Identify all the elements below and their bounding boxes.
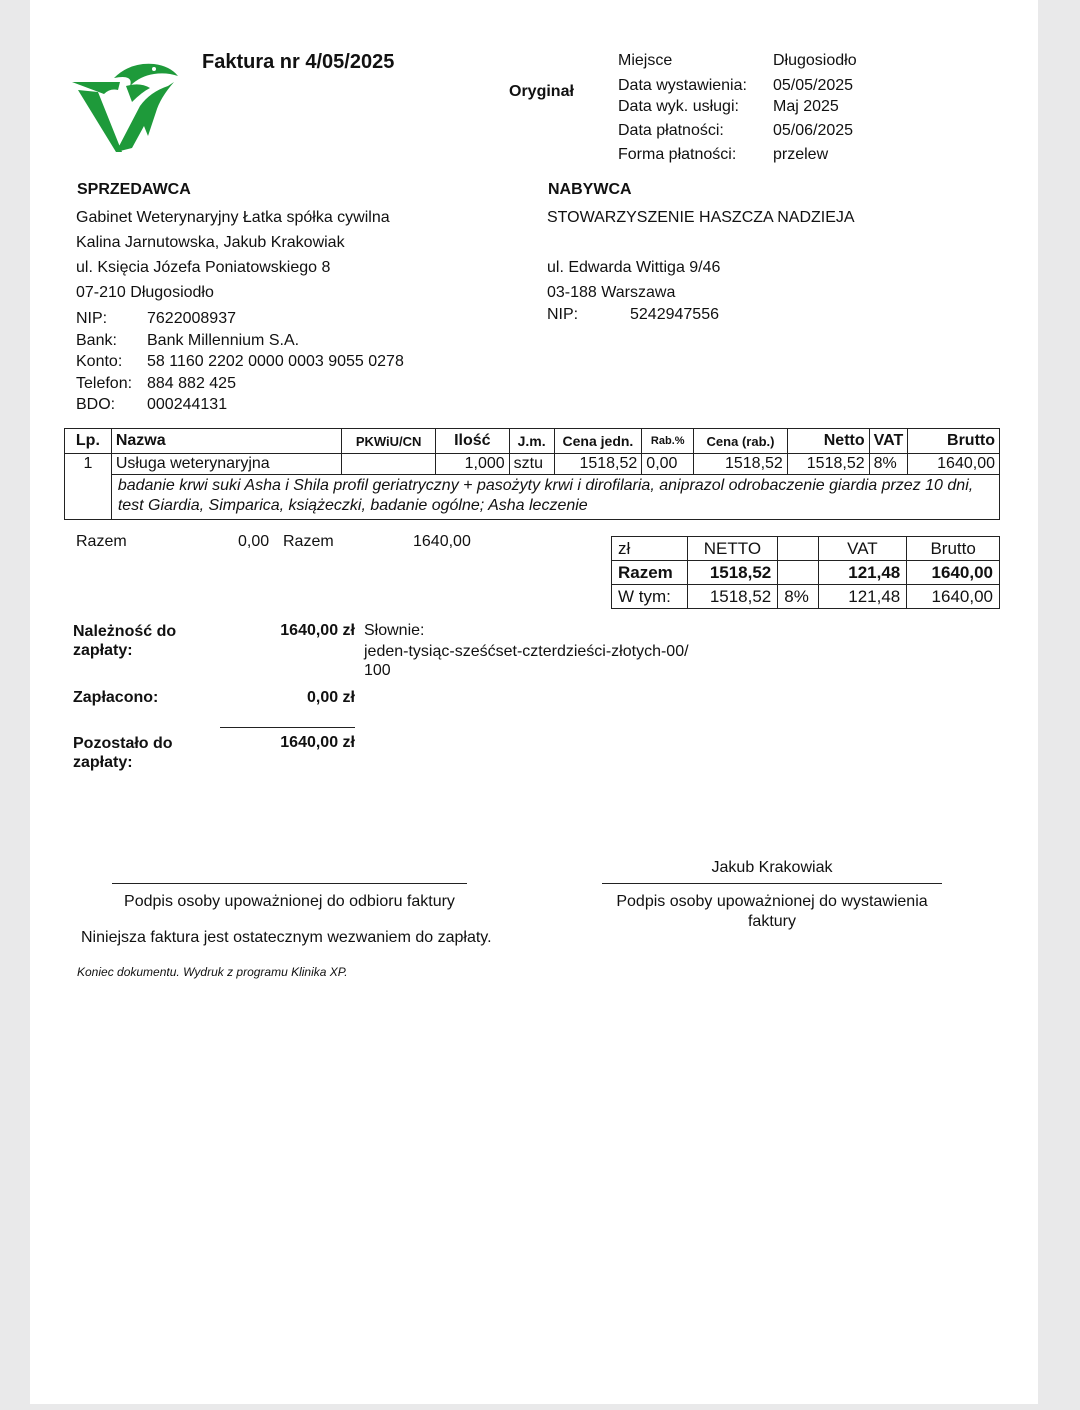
seller-account-value: 58 1160 2202 0000 0003 9055 0278 [147,353,404,370]
meta-label-service-date: Data wyk. usługi: [618,98,739,115]
summary-detail-net: 1518,52 [687,585,778,609]
signature-label-receiver: Podpis osoby upoważnionej do odbioru faktury [124,893,455,910]
meta-label-issue-date: Data wystawienia: [618,77,747,94]
logo-bird-eye [152,67,156,71]
left-total-value-2: 1640,00 [413,533,471,550]
item-net: 1518,52 [787,454,869,475]
buyer-heading: NABYWCA [548,181,632,198]
meta-value-issue-date: 05/05/2025 [773,77,854,94]
summary-detail-vat: 121,48 [818,585,907,609]
seller-street: ul. Księcia Józefa Poniatowskiego 8 [76,259,331,276]
items-table [64,428,1000,520]
summary-total-vat: 121,48 [818,561,907,585]
signature-line-receiver [112,883,467,884]
col-header-name: Nazwa [111,429,341,454]
summary-total-label: Razem [612,561,688,585]
item-pkwiu [342,454,436,475]
buyer-street: ul. Edwarda Wittiga 9/46 [547,259,721,276]
col-header-vat: VAT [869,429,908,454]
seller-phone-value: 884 882 425 [147,375,236,392]
invoice-page [30,0,1038,1404]
seller-account-label: Konto: [76,353,123,370]
buyer-nip-value: 5242947556 [630,306,719,323]
amount-words-value: jeden-tysiąc-sześćset-czterdzieści-złotych-00/100 [364,643,689,679]
seller-nip-label: NIP: [76,310,108,327]
clinic-logo [70,52,180,156]
item-discount: 0,00 [642,454,694,475]
seller-city: 07-210 Długosiodło [76,284,214,301]
seller-phone-label: Telefon: [76,375,133,392]
summary-header-row [612,537,1000,561]
item-unit: sztu [509,454,554,475]
summary-detail-row [612,585,1000,609]
logo-v-left [78,90,122,152]
buyer-nip-label: NIP: [547,306,579,323]
seller-heading: SPRZEDAWCA [77,181,191,198]
meta-value-service-date: Maj 2025 [773,98,839,115]
summary-total-gross: 1640,00 [907,561,1000,585]
summary-detail-gross: 1640,00 [907,585,1000,609]
col-header-pkwiu: PKWiU/CN [342,429,436,454]
summary-header-rate [778,537,818,561]
items-header-row [65,429,1000,454]
col-header-qty: Ilość [436,429,510,454]
logo-v-right [116,82,174,152]
seller-bank-label: Bank: [76,332,117,349]
meta-label-payment-date: Data płatności: [618,122,724,139]
col-header-unit-price: Cena jedn. [554,429,642,454]
seller-bank-value: Bank Millennium S.A. [147,332,300,349]
summary-header-vat: VAT [818,537,907,561]
summary-header-currency: zł [612,537,688,561]
buyer-name: STOWARZYSZENIE HASZCZA NADZIEJA [547,209,855,226]
item-description: badanie krwi suki Asha i Shila profil geriatryczny + pasożyty krwi i dirofilaria, aniprazol odrobaczenie giardia przez 10 dni, test Giardia, Simparica, książeczki, badanie ogólne; Asha leczenie [111,475,999,520]
meta-label-payment-form: Forma płatności: [618,146,737,163]
seller-nip-value: 7622008937 [147,310,236,327]
table-row [65,454,1000,475]
buyer-city: 03-188 Warszawa [547,284,676,301]
col-header-discounted-price: Cena (rab.) [694,429,788,454]
end-note: Koniec dokumentu. Wydruk z programu Klinika XP. [77,965,348,979]
item-lp: 1 [65,454,112,520]
copy-label: Oryginał [509,83,574,100]
amount-words-label: Słownie: [364,622,425,639]
paid-value: 0,00 zł [306,689,355,706]
summary-total-net: 1518,52 [687,561,778,585]
meta-value-payment-form: przelew [773,146,829,163]
left-total-label-2: Razem [283,533,334,550]
summary-total-rate [778,561,818,585]
item-vat: 8% [869,454,908,475]
item-name: Usługa weterynaryjna [111,454,341,475]
meta-value-place: Długosiodło [773,52,857,69]
seller-bdo-label: BDO: [76,396,116,413]
signature-name-issuer: Jakub Krakowiak [711,859,833,876]
table-row-description [65,475,1000,520]
remaining-label: Pozostało do zapłaty: [73,735,173,771]
summary-detail-rate: 8% [778,585,818,609]
col-header-unit: J.m. [509,429,554,454]
col-header-gross: Brutto [908,429,1000,454]
seller-bdo-value: 000244131 [147,396,228,413]
seller-name: Gabinet Weterynaryjny Łatka spółka cywilna [76,209,390,226]
col-header-discount: Rab.% [642,429,694,454]
left-total-label-1: Razem [76,533,127,550]
meta-value-payment-date: 05/06/2025 [773,122,854,139]
item-qty: 1,000 [436,454,510,475]
invoice-title: Faktura nr 4/05/2025 [202,51,395,73]
summary-header-net: NETTO [687,537,778,561]
item-discounted-price: 1518,52 [694,454,788,475]
summary-detail-label: W tym: [612,585,688,609]
col-header-lp: Lp. [65,429,112,454]
signature-line-issuer [602,883,942,884]
remaining-value: 1640,00 zł [280,734,355,751]
final-notice: Niniejsza faktura jest ostatecznym wezwaniem do zapłaty. [81,929,492,946]
summary-header-gross: Brutto [907,537,1000,561]
amount-due-value: 1640,00 zł [280,622,355,639]
amount-due-label: Należność do zapłaty: [73,623,177,659]
seller-owners: Kalina Jarnutowska, Jakub Krakowiak [76,234,345,251]
paid-label: Zapłacono: [73,689,159,706]
left-total-value-1: 0,00 [238,533,270,550]
vat-summary-table [611,536,1000,609]
signature-label-issuer: Podpis osoby upoważnionej do wystawienia faktury [616,893,928,930]
logo-bird-head [114,64,178,86]
summary-total-row [612,561,1000,585]
item-unit-price: 1518,52 [554,454,642,475]
payment-divider [220,727,355,728]
item-gross: 1640,00 [908,454,1000,475]
meta-label-place: Miejsce [618,52,673,69]
col-header-net: Netto [787,429,869,454]
